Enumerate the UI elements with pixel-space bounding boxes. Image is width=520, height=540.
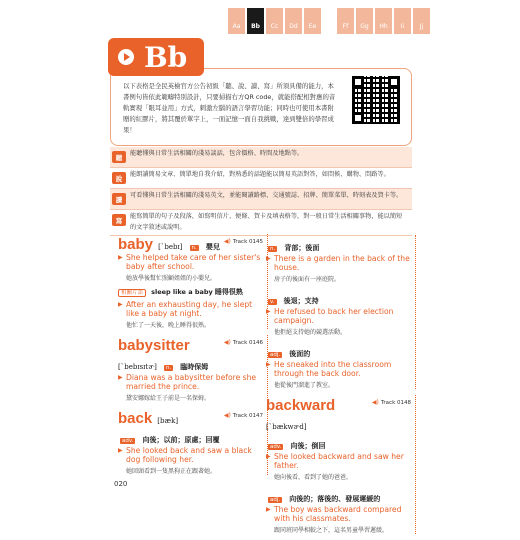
tab-bb[interactable]: Bb bbox=[247, 8, 264, 34]
alphabet-tabs bbox=[228, 8, 430, 34]
example-zh: 房子的後面有一座庭院。 bbox=[274, 276, 341, 283]
tab-ff[interactable]: Ff bbox=[337, 8, 354, 34]
pos-badge: n. bbox=[191, 245, 197, 251]
example-zh: 她放學後幫忙照顧姐姐的小嬰兒。 bbox=[126, 275, 217, 282]
phrase-en: sleep like a baby bbox=[151, 288, 213, 296]
phrase-tag: 相關片語 bbox=[118, 289, 146, 297]
audio-track-link[interactable]: ◀) Track 0147 bbox=[224, 412, 263, 419]
left-column bbox=[118, 234, 268, 481]
pos-badge: adj. bbox=[270, 352, 281, 358]
tab-ii[interactable]: Ii bbox=[394, 8, 411, 34]
tab-jj[interactable]: Jj bbox=[413, 8, 430, 34]
meaning: 向後的；落後的、發展遲緩的 bbox=[289, 495, 381, 503]
tab-aa[interactable]: Aa bbox=[228, 8, 245, 34]
pos-badge: adv. bbox=[270, 444, 282, 450]
skill-text: 能朗讀簡易文章、簡單地自我介紹，對熟悉的話題能以簡易英語對答，如問候、購物、問路等。 bbox=[130, 171, 390, 178]
example-zh: 黛安娜嫁給王子前是一名保姆。 bbox=[126, 395, 211, 402]
skill-row-listening bbox=[110, 147, 412, 168]
tab-gg[interactable]: Gg bbox=[356, 8, 373, 34]
qr-corner bbox=[388, 76, 400, 88]
skill-tag: 說 bbox=[112, 172, 126, 184]
skill-row-reading bbox=[110, 189, 412, 210]
example-en: ▶ He refused to back her election campaign. bbox=[266, 307, 411, 325]
tab-ee[interactable]: Ee bbox=[304, 8, 321, 34]
meaning: 臨時保姆 bbox=[180, 363, 209, 371]
meaning: 背部；後面 bbox=[284, 244, 320, 252]
audio-track-link[interactable]: ◀) Track 0146 bbox=[224, 339, 263, 346]
skill-row-writing bbox=[110, 210, 412, 236]
example-zh: 她回頭看到一隻黑狗正在跟著她。 bbox=[126, 468, 217, 475]
example-zh: 他從後門溜進了教室。 bbox=[274, 382, 335, 389]
entry-back bbox=[118, 408, 268, 475]
skill-text: 可看懂與日常生活相關的淺易英文，並能閱讀路標、交通號誌、招牌、簡單菜單、時刻表及賀卡等。 bbox=[130, 192, 403, 199]
qr-code-icon bbox=[352, 76, 400, 124]
pos-badge: v. bbox=[270, 299, 275, 305]
headword: babysitter bbox=[118, 337, 190, 354]
skill-text: 能聽懂與日常生活相關的淺易談話，包含價格、時間及地點等。 bbox=[130, 150, 304, 157]
right-column bbox=[266, 235, 416, 540]
headword: backward bbox=[266, 397, 336, 414]
example-en: ▶ There is a garden in the back of the house. bbox=[266, 254, 411, 272]
page-number: 020 bbox=[114, 480, 128, 488]
section-letter: Bb bbox=[144, 40, 188, 74]
meaning: 後退；支持 bbox=[283, 297, 319, 305]
entry-babysitter bbox=[118, 335, 268, 402]
skill-text: 能寫簡單的句子及段落，如寫明信片、便條、賀卡及填表格等，對一般日常生活相關事物，能以簡短的文字敘述或說明。 bbox=[130, 213, 403, 231]
pos-badge: n. bbox=[270, 246, 276, 252]
pos-badge: adj. bbox=[270, 497, 281, 503]
pronunciation: [ˋbækwɚd] bbox=[266, 423, 307, 431]
skill-tag: 讀 bbox=[112, 193, 126, 205]
audio-track-link[interactable]: ◀) Track 0145 bbox=[224, 238, 263, 245]
example-en: ▶ The boy was backward compared with his classmates. bbox=[266, 505, 411, 523]
tab-cc[interactable]: Cc bbox=[266, 8, 283, 34]
play-icon[interactable] bbox=[118, 49, 134, 65]
example-zh: 跟同班同學相較之下，這名男童學習遲緩。 bbox=[274, 527, 389, 534]
pos-badge: adv. bbox=[122, 438, 134, 444]
qr-corner bbox=[352, 76, 364, 88]
meaning: 後面的 bbox=[289, 350, 311, 358]
skill-tag: 寫 bbox=[112, 214, 126, 226]
meaning: 向後；以前；原處；回覆 bbox=[142, 436, 220, 444]
related-phrase bbox=[118, 287, 263, 297]
tab-dd[interactable]: Dd bbox=[285, 8, 302, 34]
phrase-zh: 睡得很熟 bbox=[214, 288, 243, 296]
pronunciation: [bæk] bbox=[157, 417, 179, 425]
headword: back bbox=[118, 410, 153, 427]
pronunciation: [ˋbebɪsɪtɚ] bbox=[118, 363, 157, 371]
section-header bbox=[108, 38, 204, 76]
example-zh: 他拒絕支持她的競選活動。 bbox=[274, 329, 347, 336]
qr-corner bbox=[352, 112, 364, 124]
skills-table bbox=[110, 147, 412, 236]
example-zh: 她向後看，看到了她的爸爸。 bbox=[274, 474, 353, 481]
example-zh: 他忙了一天後，晚上睡得很熟。 bbox=[126, 322, 211, 329]
headword: baby bbox=[118, 236, 154, 253]
example-en: ▶ Diana was a babysitter before she married the prince. bbox=[118, 373, 263, 391]
tab-hh[interactable]: Hh bbox=[375, 8, 392, 34]
pos-badge: n. bbox=[165, 365, 172, 371]
meaning: 向後；倒回 bbox=[290, 442, 326, 450]
example-en: ▶ She looked back and saw a black dog following her. bbox=[118, 446, 263, 464]
example-en: ▶ She looked backward and saw her father. bbox=[266, 452, 411, 470]
entry-baby bbox=[118, 234, 268, 329]
skill-tag: 聽 bbox=[112, 151, 126, 163]
entry-backward bbox=[266, 395, 416, 534]
intro-text: 以下表格是全民英檢官方公告初級「聽、說、讀、寫」所須具備的能力，本書例句皆依此範疇特別設計，只要掃描右方QR code，就能搭配相對應的音軌實現「眼耳並用」方式，刺激左腦的語言學習功能；同時也可使用本書附贈的紅膠片，將其覆於單字上，一面記憶一面自我挑戰，達到雙倍的學習成果！ bbox=[123, 82, 336, 134]
example-en: ▶ She helped take care of her sister's baby after school. bbox=[118, 253, 263, 271]
skill-row-speaking bbox=[110, 168, 412, 189]
audio-track-link[interactable]: ◀) Track 0148 bbox=[372, 399, 411, 406]
meaning: 嬰兒 bbox=[205, 243, 220, 251]
example-en: ▶ After an exhausting day, he slept like a baby at night. bbox=[118, 300, 263, 318]
entry-back-continued bbox=[266, 235, 416, 389]
pronunciation: [ˋbebɪ] bbox=[158, 243, 183, 251]
example-en: ▶ He sneaked into the classroom through the back door. bbox=[266, 360, 411, 378]
